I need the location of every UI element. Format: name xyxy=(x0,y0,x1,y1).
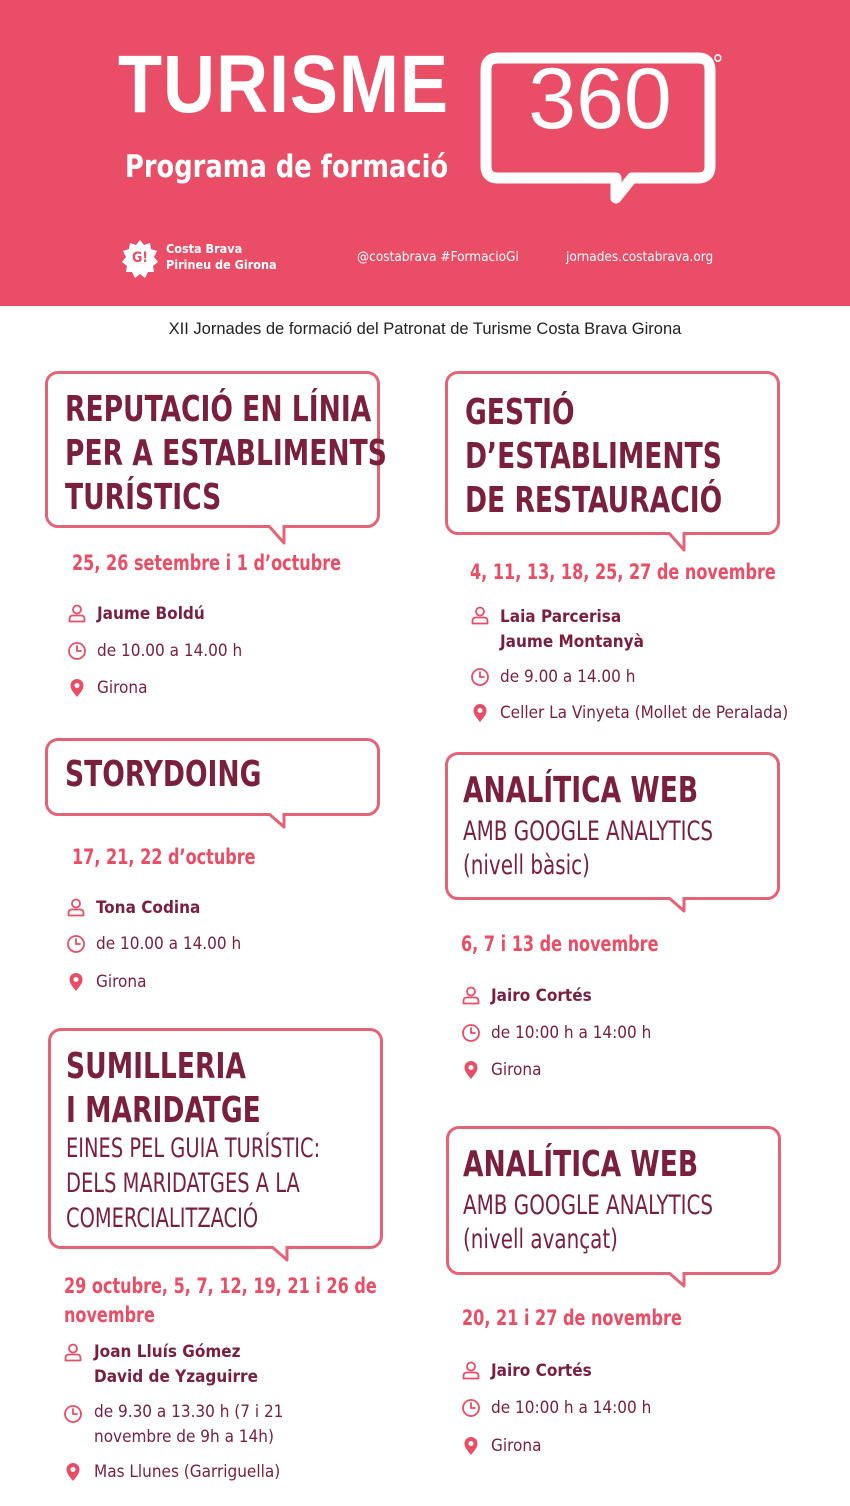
brand-name: Costa Brava Pirineu de Girona xyxy=(166,241,277,272)
course-teacher: Tona Codina xyxy=(96,898,201,918)
card-tail-icon xyxy=(259,1246,299,1268)
course-schedule: de 10:00 h a 14:00 h xyxy=(491,1023,652,1043)
course-schedule: de 9.00 a 14.00 h xyxy=(500,667,636,687)
course-location: Celler La Vinyeta (Mollet de Peralada) xyxy=(500,703,789,723)
course-title: REPUTACIÓ EN LÍNIA PER A ESTABLIMENTS TURÍSTICS xyxy=(65,389,387,518)
course-dates: 4, 11, 13, 18, 25, 27 de novembre xyxy=(470,560,776,584)
course-location: Girona xyxy=(491,1436,542,1456)
location-pin-icon xyxy=(63,1462,83,1482)
course-dates: 17, 21, 22 d’octubre xyxy=(72,845,256,869)
location-pin-icon xyxy=(67,678,87,698)
course-teachers: Joan Lluís Gómez David de Yzaguirre xyxy=(94,1342,258,1387)
card-tail-icon xyxy=(656,532,696,554)
course-teacher: Jairo Cortés xyxy=(491,1361,592,1381)
course-schedule: de 10.00 a 14.00 h xyxy=(97,641,243,661)
logo-word: TURISME xyxy=(118,39,449,130)
course-schedule: de 9.30 a 13.30 h (7 i 21 novembre de 9h a 14h) xyxy=(94,1402,284,1447)
user-icon xyxy=(461,985,481,1005)
course-title: ANALÍTICA WEB xyxy=(463,1144,699,1185)
clock-icon xyxy=(66,934,86,954)
card-tail-icon xyxy=(256,525,296,547)
course-subtitle: AMB GOOGLE ANALYTICS (nivell avançat) xyxy=(463,1190,714,1255)
header-banner xyxy=(0,0,850,306)
clock-icon xyxy=(461,1023,481,1043)
course-location: Girona xyxy=(97,678,148,698)
course-location: Girona xyxy=(491,1060,542,1080)
event-subtitle: XII Jornades de formació del Patronat de Turisme Costa Brava Girona xyxy=(168,320,682,338)
location-pin-icon xyxy=(461,1436,481,1456)
logo-subtitle: Programa de formació xyxy=(125,149,449,185)
clock-icon xyxy=(470,667,490,687)
location-pin-icon xyxy=(461,1060,481,1080)
card-tail-icon xyxy=(656,1272,696,1294)
clock-icon xyxy=(63,1404,83,1424)
course-dates: 29 octubre, 5, 7, 12, 19, 21 i 26 de novembre xyxy=(64,1274,377,1327)
course-dates: 6, 7 i 13 de novembre xyxy=(461,932,659,956)
course-teachers: Laia Parcerisa Jaume Montanyà xyxy=(500,607,644,652)
brand-badge: G! xyxy=(131,250,149,266)
location-pin-icon xyxy=(470,703,490,723)
clock-icon xyxy=(67,641,87,661)
costa-brava-logo-icon xyxy=(120,239,160,283)
course-teacher: Jairo Cortés xyxy=(491,986,592,1006)
location-pin-icon xyxy=(66,972,86,992)
course-subtitle: EINES PEL GUIA TURÍSTIC: DELS MARIDATGES A LA COMERCIALITZACIÓ xyxy=(66,1133,321,1234)
user-icon xyxy=(63,1342,83,1362)
card-tail-icon xyxy=(256,813,296,835)
user-icon xyxy=(67,603,87,623)
course-schedule: de 10.00 a 14.00 h xyxy=(96,934,242,954)
course-dates: 25, 26 setembre i 1 d’octubre xyxy=(72,551,342,575)
course-title: SUMILLERIA I MARIDATGE xyxy=(66,1046,261,1131)
user-icon xyxy=(461,1360,481,1380)
course-schedule: de 10:00 h a 14:00 h xyxy=(491,1398,652,1418)
card-tail-icon xyxy=(656,897,696,919)
course-dates: 20, 21 i 27 de novembre xyxy=(462,1306,682,1330)
course-teacher: Jaume Boldú xyxy=(97,604,205,624)
logo-number: 360 xyxy=(528,51,672,147)
course-title: ANALÍTICA WEB xyxy=(463,770,699,811)
course-location: Girona xyxy=(96,972,147,992)
course-title: STORYDOING xyxy=(65,754,262,795)
clock-icon xyxy=(461,1398,481,1418)
logo-degree: ° xyxy=(712,50,724,80)
course-location: Mas Llunes (Garriguella) xyxy=(94,1462,281,1482)
course-subtitle: AMB GOOGLE ANALYTICS (nivell bàsic) xyxy=(463,816,714,881)
social-hashtags: @costabrava #FormacioGi xyxy=(357,249,519,265)
website-link[interactable]: jornades.costabrava.org xyxy=(566,249,714,265)
user-icon xyxy=(470,605,490,625)
course-title: GESTIÓ D’ESTABLIMENTS DE RESTAURACIÓ xyxy=(465,392,723,521)
user-icon xyxy=(66,897,86,917)
